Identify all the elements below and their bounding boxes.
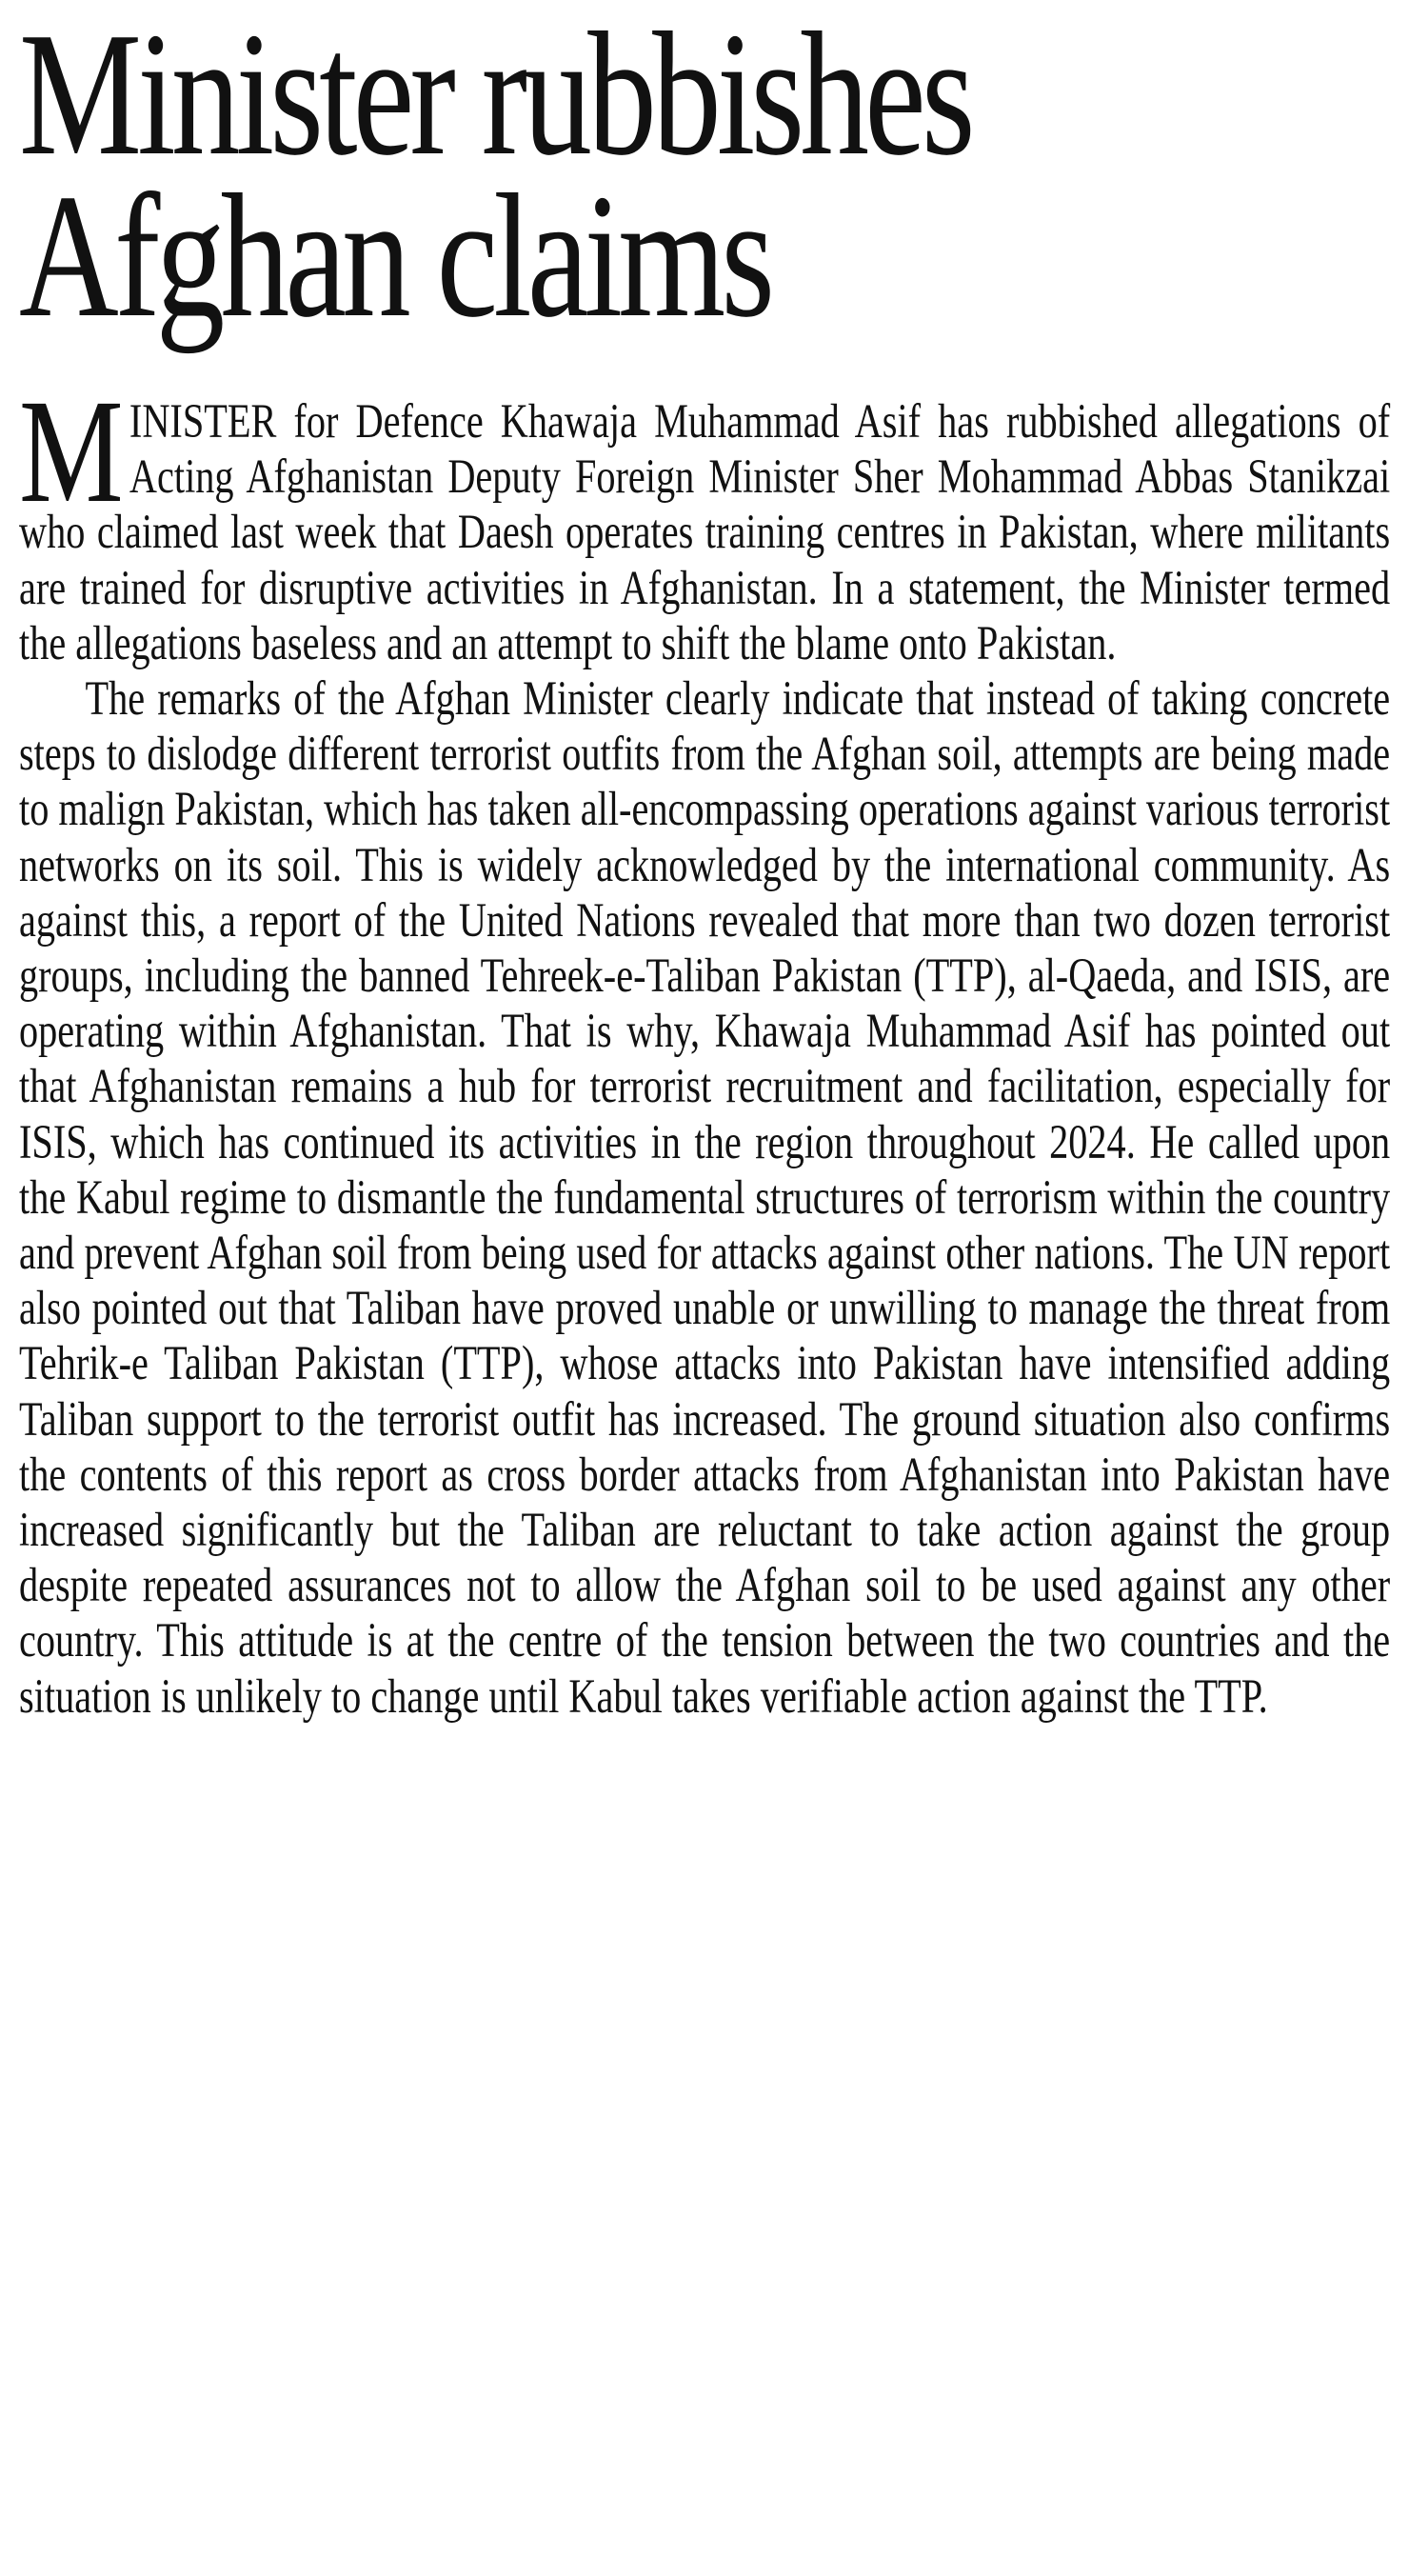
paragraph-1 <box>19 369 1391 671</box>
paragraph-1-text: INISTER for Defence Khawaja Muhammad Asif has rubbished allegations of Acting Afghanistan Deputy Foreign Minister Sher Mohammad Abbas Stanikzai who claimed last week that Daesh operates training centres in Pakistan, where militants are trained for disruptive activities in Afghanistan. In a statement, the Minister termed the allegations baseless and an attempt to shift the blame onto Pakistan. <box>19 395 1391 670</box>
headline-line-2: Afghan claims <box>19 158 771 354</box>
article-body <box>19 369 1391 1725</box>
drop-cap: M <box>19 369 124 533</box>
headline-line-1: Minister rubbishes <box>19 0 971 192</box>
headline <box>19 0 1390 354</box>
editorial-article <box>19 0 1390 1725</box>
paragraph-2: The remarks of the Afghan Minister clearly indicate that instead of taking concrete steps to dislodge different terrorist outfits from the Afghan soil, attempts are being made to malign Pakistan, which has taken all-encompassing operations against various terrorist networks on its soil. This is widely acknowledged by the international community. As against this, a report of the United Nations revealed that more than two dozen terrorist groups, including the banned Tehreek-e-Taliban Pakistan (TTP), al-Qaeda, and ISIS, are operating within Afghanistan. That is why, Khawaja Muhammad Asif has pointed out that Afghanistan remains a hub for terrorist recruitment and facilitation, especially for ISIS, which has continued its activities in the region throughout 2024. He called upon the Kabul regime to dismantle the fundamental structures of terrorism within the country and prevent Afghan soil from being used for attacks against other nations. The UN report also pointed out that Taliban have proved unable or unwilling to manage the threat from Tehrik-e Taliban Pakistan (TTP), whose attacks into Pakistan have intensified adding Taliban support to the terrorist outfit has increased. The ground situation also confirms the contents of this report as cross border attacks from Afghanistan into Pakistan have increased significantly but the Taliban are reluctant to take action against the group despite repeated assurances not to allow the Afghan soil to be used against any other country. This attitude is at the centre of the tension between the two countries and the situation is unlikely to change until Kabul takes verifiable action against the TTP. <box>19 672 1391 1724</box>
